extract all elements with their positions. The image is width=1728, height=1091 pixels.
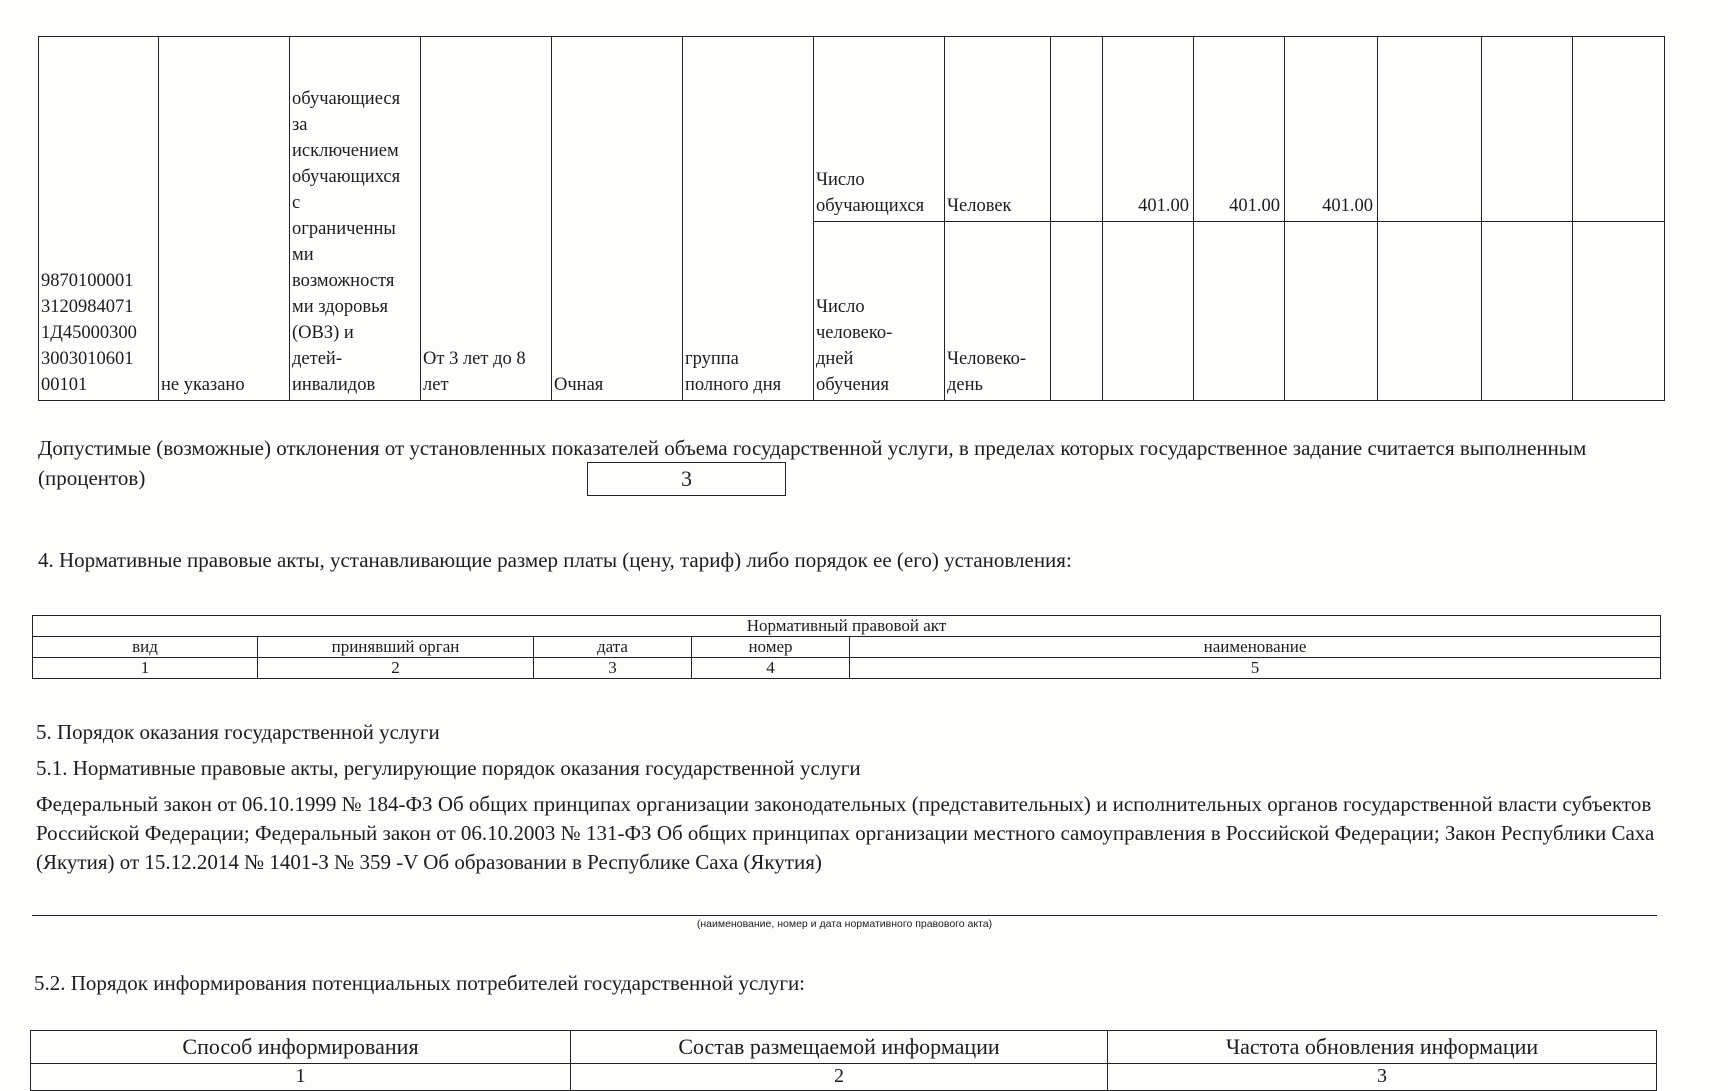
divider (32, 915, 1657, 916)
column-header: вид (33, 637, 258, 658)
empty-cell (1482, 222, 1573, 401)
column-header: наименование (850, 637, 1661, 658)
column-number: 3 (1108, 1064, 1657, 1091)
column-number: 5 (850, 658, 1661, 679)
table-row (31, 1064, 1657, 1091)
section-5-title: 5. Порядок оказания государственной услуги (36, 720, 440, 744)
value-cell (1285, 222, 1378, 401)
value-cell (1103, 222, 1194, 401)
content-cell: не указано (159, 37, 290, 401)
law-text: Федеральный закон от 06.10.1999 № 184-ФЗ Об общих принципах организации законодательных (представительных) и исполнительных органов государственной власти субъектов Российской Федерации; Федеральный закон от 06.10.2003 № 131-ФЗ Об общих принципах организации местного самоуправления в Российской Федерации; Закон Республики Саха (Якутия) от 15.12.2014 № 1401-З № 359 -V Об образовании в Республике Саха (Якутия) (36, 792, 1655, 874)
npa-header: Нормативный правовой акт (33, 616, 1661, 637)
law-caption: (наименование, номер и дата нормативного правового акта) (696, 918, 993, 930)
column-number: 2 (258, 658, 534, 679)
table-row (39, 37, 1665, 222)
section-5-1-title: 5.1. Нормативные правовые акты, регулирующие порядок оказания государственной услуги (36, 756, 861, 780)
section-4-title: 4. Нормативные правовые акты, устанавливающие размер платы (цену, тариф) либо порядок ее (его) установления: (38, 548, 1072, 572)
value-cell (1194, 222, 1285, 401)
npa-table (32, 615, 1661, 679)
empty-cell (1573, 37, 1665, 222)
value-cell: 401.00 (1194, 37, 1285, 222)
informing-table (30, 1030, 1657, 1091)
column-number: 1 (33, 658, 258, 679)
volume-indicators-table (38, 36, 1665, 401)
unit-cell: Человек (945, 37, 1051, 222)
category-cell: обучающиеся за исключением обучающихся с ограниченны ми возможностя ми здоровья (ОВЗ) и детей- инвалидов (290, 37, 421, 401)
table-row (33, 658, 1661, 679)
column-header: номер (692, 637, 850, 658)
age-cell: От 3 лет до 8 лет (421, 37, 552, 401)
table-row (31, 1031, 1657, 1064)
tolerance-value-box: 3 (587, 462, 786, 496)
value-cell: 401.00 (1103, 37, 1194, 222)
stay-cell: группа полного дня (683, 37, 814, 401)
column-header: Способ информирования (31, 1031, 571, 1064)
column-header: Состав размещаемой информации (571, 1031, 1108, 1064)
code-cell (1051, 222, 1103, 401)
empty-cell (1378, 222, 1482, 401)
column-number: 1 (31, 1064, 571, 1091)
unit-cell: Человеко- день (945, 222, 1051, 401)
column-header: Частота обновления информации (1108, 1031, 1657, 1064)
indicator-cell: Число обучающихся (814, 37, 945, 222)
tolerance-text: Допустимые (возможные) отклонения от установленных показателей объема государственной услуги, в пределах которых государственное задание считается выполненным (процентов) (38, 436, 1587, 490)
column-number: 3 (534, 658, 692, 679)
column-number: 2 (571, 1064, 1108, 1091)
column-header: дата (534, 637, 692, 658)
empty-cell (1378, 37, 1482, 222)
column-number: 4 (692, 658, 850, 679)
table-row (33, 637, 1661, 658)
column-header: принявший орган (258, 637, 534, 658)
indicator-cell: Число человеко- дней обучения (814, 222, 945, 401)
registry-number-cell: 9870100001 3120984071 1Д45000300 3003010601 00101 (39, 37, 159, 401)
value-cell: 401.00 (1285, 37, 1378, 222)
empty-cell (1573, 222, 1665, 401)
section-5-2-title: 5.2. Порядок информирования потенциальных потребителей государственной услуги: (34, 971, 806, 995)
empty-cell (1482, 37, 1573, 222)
form-cell: Очная (552, 37, 683, 401)
code-cell (1051, 37, 1103, 222)
table-row (33, 616, 1661, 637)
